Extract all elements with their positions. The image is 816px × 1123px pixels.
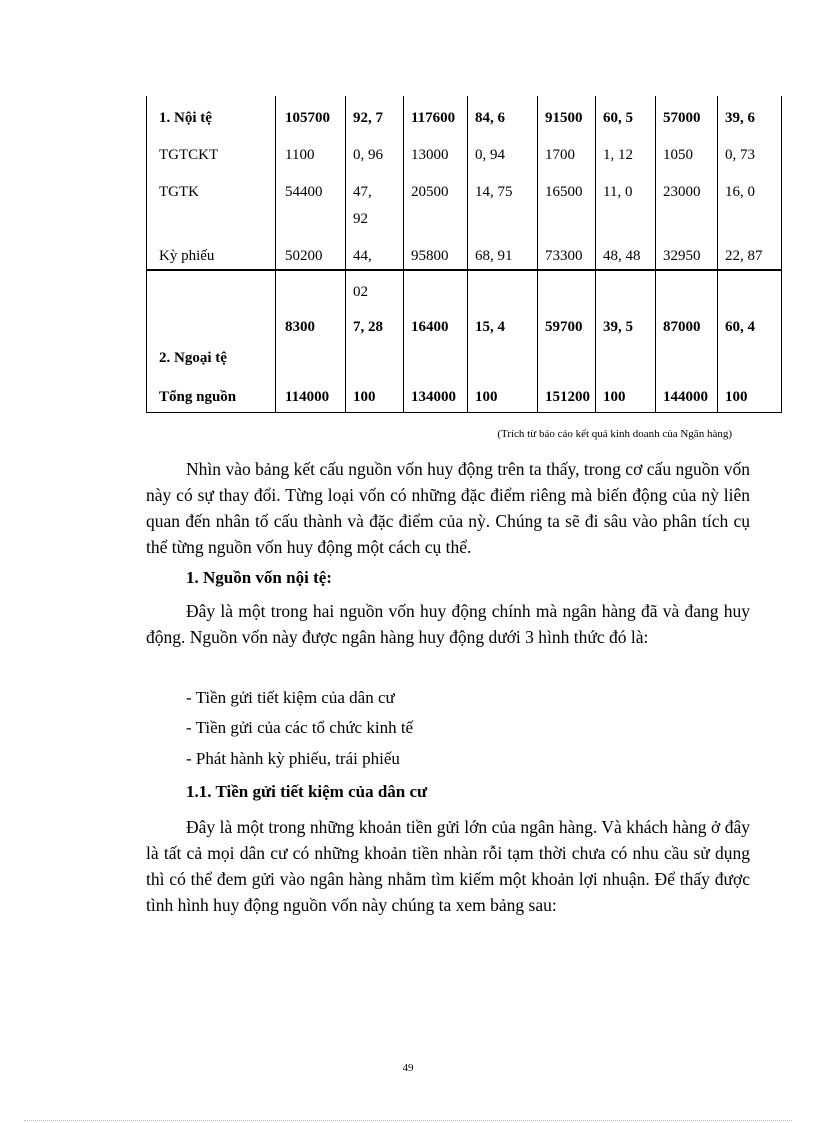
- table-cell: 100: [353, 389, 376, 405]
- table-cell: 13000: [411, 147, 449, 163]
- table-cell: 8300: [285, 319, 315, 335]
- section-heading: 1. Nguồn vốn nội tệ:: [186, 568, 332, 587]
- table-divider: [403, 96, 404, 412]
- table-cell: 16, 0: [725, 184, 755, 200]
- table-cell: 16400: [411, 319, 449, 335]
- table-cell: 57000: [663, 110, 701, 126]
- table-cell: 50200: [285, 248, 323, 264]
- table-cell: 14, 75: [475, 184, 513, 200]
- table-cell: 84, 6: [475, 110, 505, 126]
- row-label: TGTCKT: [159, 147, 219, 163]
- table-cell: 15, 4: [475, 319, 505, 335]
- table-cell: 100: [603, 389, 626, 405]
- table-cell: 47,: [353, 184, 372, 200]
- row-label: 2. Ngoại tệ: [159, 350, 227, 366]
- table-divider: [595, 96, 596, 412]
- table-cell: 87000: [663, 319, 701, 335]
- capital-structure-table: [146, 96, 782, 413]
- list-item: - Tiền gửi tiết kiệm của dân cư: [186, 688, 395, 707]
- row-label: TGTK: [159, 184, 199, 200]
- table-cell: 0, 73: [725, 147, 755, 163]
- page-number: 49: [402, 1062, 414, 1074]
- table-cell: 32950: [663, 248, 701, 264]
- page-bottom-rule: [24, 1120, 792, 1121]
- table-cell: 39, 6: [725, 110, 755, 126]
- table-cell: 16500: [545, 184, 583, 200]
- table-cell: 100: [475, 389, 498, 405]
- table-divider: [467, 96, 468, 412]
- table-divider: [655, 96, 656, 412]
- table-divider: [717, 96, 718, 412]
- table-cell: 1, 12: [603, 147, 633, 163]
- table-cell: 1700: [545, 147, 575, 163]
- table-cell: 23000: [663, 184, 701, 200]
- table-cell: 7, 28: [353, 319, 383, 335]
- table-cell: 1050: [663, 147, 693, 163]
- paragraph: Đây là một trong hai nguồn vốn huy động chính mà ngân hàng đã và đang huy động. Nguồn vốn này được ngân hàng huy động dưới 3 hình thức đó là:: [146, 601, 750, 647]
- table-cell: 60, 5: [603, 110, 633, 126]
- table-cell: 92, 7: [353, 110, 383, 126]
- paragraph: Nhìn vào bảng kết cấu nguồn vốn huy động trên ta thấy, trong cơ cấu nguồn vốn này có sự thay đổi. Từng loại vốn có những đặc điểm riêng mà biến động của nỳ liên quan đến nhân tố cấu thành và đặc điểm của nỳ. Chúng ta sẽ đi sâu vào phân tích cụ thể từng nguồn vốn huy động một cách cụ thể.: [146, 459, 750, 557]
- list-item: - Phát hành kỳ phiếu, trái phiếu: [186, 749, 400, 768]
- table-cell: 114000: [285, 389, 330, 405]
- table-divider: [537, 96, 538, 412]
- table-cell: 1100: [285, 147, 315, 163]
- table-divider: [345, 96, 346, 412]
- table-cell: 11, 0: [603, 184, 633, 200]
- row-label: 1. Nội tệ: [159, 110, 212, 126]
- table-cell: 91500: [545, 110, 583, 126]
- paragraph: Đây là một trong những khoản tiền gửi lớn của ngân hàng. Và khách hàng ở đây là tất cả mọi dân cư có những khoản tiền nhàn rỗi tạm thời chưa có nhu cầu sử dụng thì có thể đem gửi vào ngân hàng nhằm tìm kiếm một khoản lợi nhuận. Để thấy được tình hình huy động nguồn vốn này chúng ta xem bảng sau:: [146, 817, 750, 915]
- table-cell: 117600: [411, 110, 456, 126]
- table-cell: 20500: [411, 184, 449, 200]
- table-cell: 144000: [663, 389, 708, 405]
- source-note: (Trích từ báo cáo kết quả kinh doanh của Ngân hàng): [497, 428, 732, 440]
- row-label: Tổng nguồn: [159, 389, 237, 405]
- table-cell: 100: [725, 389, 748, 405]
- subsection-heading: 1.1. Tiền gửi tiết kiệm của dân cư: [186, 782, 428, 801]
- table-divider: [275, 96, 276, 412]
- table-cell-wrap: 02: [353, 284, 368, 300]
- list-item: - Tiền gửi của các tổ chức kinh tế: [186, 718, 414, 737]
- table-cell: 73300: [545, 248, 583, 264]
- table-cell: 0, 96: [353, 147, 383, 163]
- table-cell: 95800: [411, 248, 449, 264]
- table-cell: 39, 5: [603, 319, 633, 335]
- table-cell-wrap: 92: [353, 211, 368, 227]
- table-cell: 59700: [545, 319, 583, 335]
- table-cell: 68, 91: [475, 248, 513, 264]
- table-section-rule: [147, 269, 781, 271]
- table-cell: 44,: [353, 248, 372, 264]
- table-cell: 105700: [285, 110, 330, 126]
- table-cell: 134000: [411, 389, 456, 405]
- table-cell: 22, 87: [725, 248, 763, 264]
- table-cell: 60, 4: [725, 319, 755, 335]
- row-label: Kỳ phiếu: [159, 248, 215, 264]
- table-cell: 0, 94: [475, 147, 505, 163]
- table-cell: 54400: [285, 184, 323, 200]
- table-cell: 151200: [545, 389, 590, 405]
- table-cell: 48, 48: [603, 248, 641, 264]
